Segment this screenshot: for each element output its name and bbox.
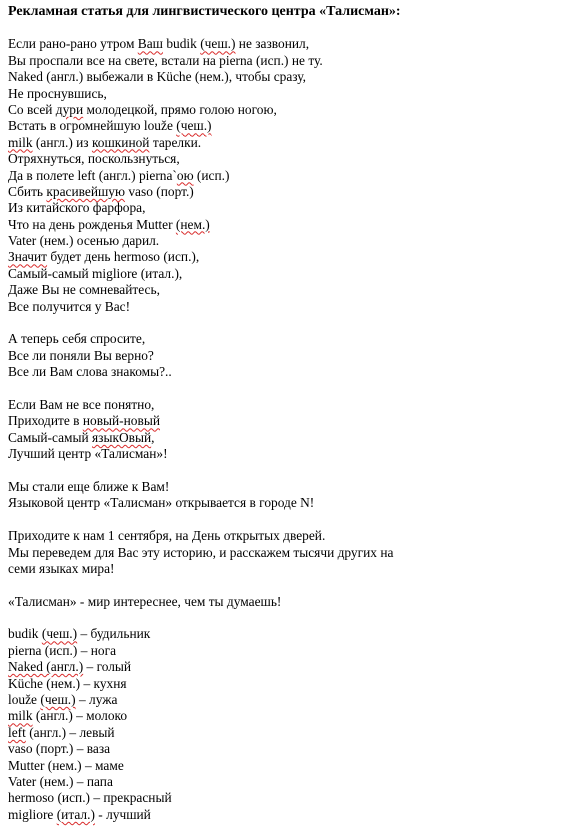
text-run: Даже Вы не сомневайтесь, [8, 282, 160, 298]
text-run: Что на день рожденья Mutter [8, 216, 176, 232]
text-run: Сбить [8, 183, 47, 199]
text-run: «Талисман» - мир интереснее, чем ты думаешь! [8, 593, 282, 609]
text-run: Naked (англ.) выбежали в Küche (нем.), чтобы сразу, [8, 69, 306, 85]
blank-line [8, 610, 568, 626]
glossary-entry [8, 758, 568, 774]
text-line [8, 69, 568, 85]
blank-line [8, 20, 568, 36]
glossary-entry [8, 790, 568, 806]
blank-line [8, 315, 568, 331]
text-run: Вы проспали все на свете, встали на pierna (исп.) не ту. [8, 52, 323, 68]
text-run: - лучший [94, 806, 151, 822]
spellcheck-flagged-word: (нем.) [175, 216, 210, 232]
glossary-entry [8, 708, 568, 724]
spellcheck-flagged-word: дури [55, 101, 84, 117]
glossary-entry [8, 643, 568, 659]
spellcheck-flagged-word: (чеш.) [41, 626, 78, 642]
text-run: budik [162, 36, 201, 52]
text-line [8, 413, 568, 429]
text-run: (англ.) из [32, 134, 92, 150]
spellcheck-flagged-word: Ваш [137, 36, 163, 52]
spellcheck-flagged-word: кошкиной [91, 134, 150, 150]
slogan-paragraph [8, 594, 568, 610]
text-run: Языковой центр «Талисман» открывается в городе N! [8, 495, 315, 511]
text-run: migliore [8, 806, 57, 822]
blank-line [8, 512, 568, 528]
text-run: Мы стали еще ближе к Вам! [8, 478, 170, 494]
text-line [8, 217, 568, 233]
text-line [8, 561, 568, 577]
poem-stanza-3 [8, 397, 568, 463]
text-run: Все ли поняли Вы верно? [8, 347, 154, 363]
text-run: Не проснувшись, [8, 85, 107, 101]
text-line [8, 331, 568, 347]
text-run: – голый [83, 659, 132, 675]
spellcheck-flagged-word: (итал.) [56, 806, 95, 822]
text-run: Mutter (нем.) – маме [8, 757, 124, 773]
spellcheck-flagged-word: языкОвый [92, 429, 152, 445]
glossary-entry [8, 741, 568, 757]
spellcheck-flagged-word: Значит [8, 249, 48, 265]
text-run: (англ.) – молоко [32, 708, 128, 724]
blank-line [8, 381, 568, 397]
text-line [8, 135, 568, 151]
text-run: семи языках мира! [8, 560, 115, 576]
invitation-paragraph [8, 528, 568, 577]
text-line [8, 200, 568, 216]
text-line [8, 430, 568, 446]
spellcheck-flagged-word: left [8, 724, 26, 740]
spellcheck-flagged-word: milk [8, 708, 33, 724]
text-run: Küche (нем.) – кухня [8, 675, 127, 691]
text-line [8, 282, 568, 298]
text-run: vaso (порт.) [125, 183, 194, 199]
spellcheck-flagged-word: Naked (англ.) [8, 659, 84, 675]
text-line [8, 479, 568, 495]
spellcheck-flagged-word: новый-новый [82, 413, 160, 429]
text-run: – будильник [77, 626, 151, 642]
text-run: Все ли Вам слова знакомы?.. [8, 364, 172, 380]
spellcheck-flagged-word: (чеш.) [200, 36, 236, 52]
spellcheck-flagged-word: (чеш.) [176, 118, 212, 134]
text-line [8, 168, 568, 184]
text-line [8, 102, 568, 118]
text-run: Самый-самый [8, 429, 93, 445]
text-line [8, 36, 568, 52]
text-run: Приходите в [8, 413, 83, 429]
text-run: vaso (порт.) – ваза [8, 741, 111, 757]
text-run: Со всей [8, 101, 56, 117]
glossary-entry [8, 692, 568, 708]
text-line [8, 594, 568, 610]
text-line [8, 151, 568, 167]
text-line [8, 348, 568, 364]
text-run: louže [8, 692, 41, 708]
blank-line [8, 577, 568, 593]
text-line [8, 545, 568, 561]
text-run: Самый-самый migliore (итал.), [8, 265, 183, 281]
text-run: Встать в огромнейшую louže [8, 118, 177, 134]
text-run: , [151, 429, 155, 445]
text-line [8, 118, 568, 134]
glossary-list [8, 626, 568, 823]
text-line [8, 299, 568, 315]
text-run: тарелки. [149, 134, 202, 150]
glossary-entry [8, 659, 568, 675]
text-line [8, 397, 568, 413]
document-body [8, 4, 568, 823]
text-run: Из китайского фарфора, [8, 200, 146, 216]
text-line [8, 266, 568, 282]
text-line [8, 528, 568, 544]
glossary-entry [8, 676, 568, 692]
text-run: (исп.) [193, 167, 230, 183]
text-line [8, 184, 568, 200]
spellcheck-flagged-word: milk [8, 134, 33, 150]
text-run: молодецкой, прямо голою ногою, [83, 101, 277, 117]
text-run: не зазвонил, [235, 36, 310, 52]
glossary-entry [8, 725, 568, 741]
text-line [8, 364, 568, 380]
text-run: Все получится у Вас! [8, 298, 131, 314]
text-line [8, 53, 568, 69]
text-run: А теперь себя спросите, [8, 331, 146, 347]
glossary-entry [8, 626, 568, 642]
text-run: Vater (нем.) – папа [8, 773, 113, 789]
announcement-paragraph [8, 479, 568, 512]
text-run: Если Вам не все понятно, [8, 396, 155, 412]
text-run: hermoso (исп.) – прекрасный [8, 790, 172, 806]
spellcheck-flagged-word: (чеш.) [40, 692, 76, 708]
text-run: – лужа [75, 692, 118, 708]
text-run: Если рано-рано утром [8, 36, 138, 52]
spellcheck-flagged-word: красивейшую [46, 183, 126, 199]
text-line [8, 446, 568, 462]
text-line [8, 86, 568, 102]
text-run: Vater (нем.) осенью дарил. [8, 233, 160, 249]
text-run: pierna (исп.) – нога [8, 642, 117, 658]
glossary-entry [8, 807, 568, 823]
spellcheck-flagged-word: ою [176, 167, 194, 183]
document-title: Рекламная статья для лингвистического центра «Талисман»: [8, 4, 401, 19]
text-line [8, 249, 568, 265]
text-line [8, 233, 568, 249]
text-run: Отряхнуться, поскользнуться, [8, 151, 180, 167]
text-run: (англ.) – левый [25, 724, 115, 740]
text-run: Приходите к нам 1 сентября, на День открытых дверей. [8, 528, 326, 544]
text-run: Лучший центр «Талисман»! [8, 446, 168, 462]
text-run: Да в полете left (англ.) pierna` [8, 167, 177, 183]
poem-stanza-1 [8, 36, 568, 315]
blank-line [8, 463, 568, 479]
glossary-entry [8, 774, 568, 790]
text-line [8, 495, 568, 511]
text-run: budik [8, 626, 42, 642]
text-run: Мы переведем для Вас эту историю, и расскажем тысячи других на [8, 544, 394, 560]
text-run: будет день hermoso (исп.), [47, 249, 200, 265]
poem-stanza-2 [8, 331, 568, 380]
